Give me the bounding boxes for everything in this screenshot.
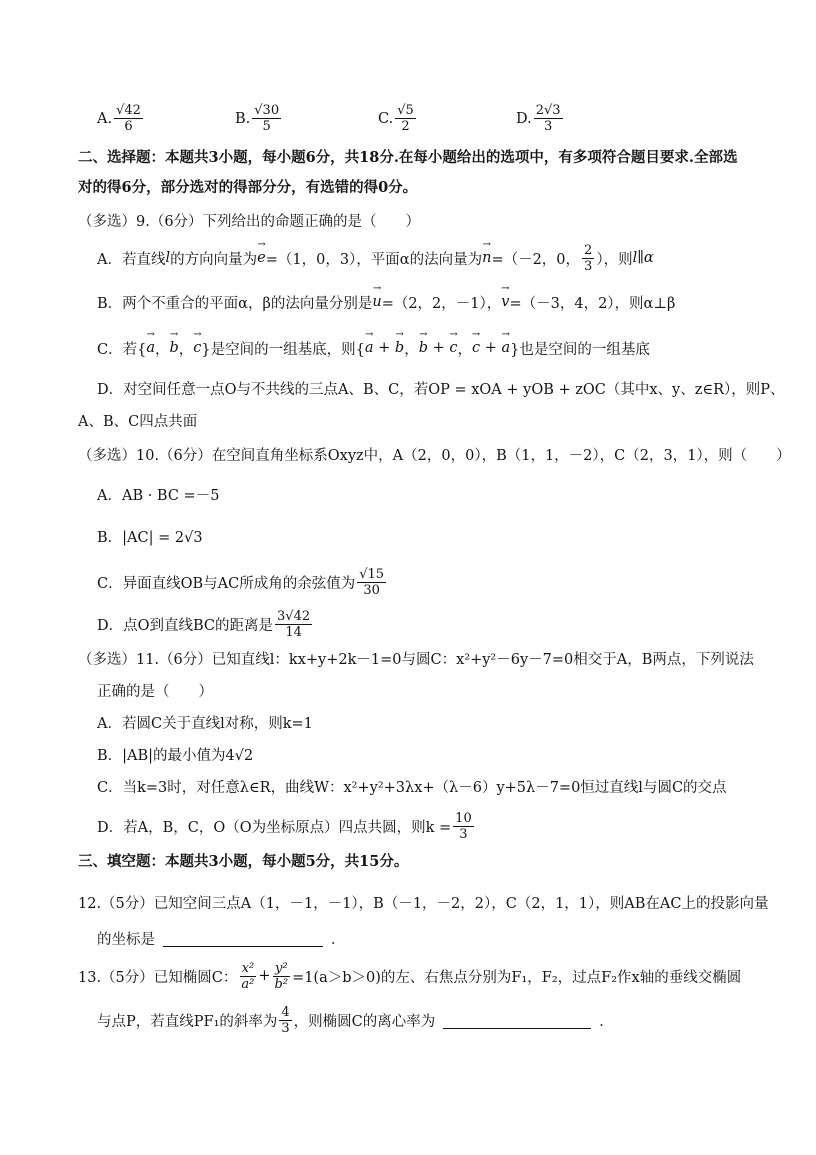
q10-c-pre: C．异面直线OB与AC所成角的余弦值为 — [97, 575, 356, 592]
q10-c-den: 30 — [363, 582, 380, 598]
q10-option-b: B．|AC| = 2√3 — [97, 530, 203, 546]
q8-option-b-label: B. — [235, 110, 251, 127]
q9-a-fraction — [582, 243, 594, 274]
q13-f1-den: a² — [241, 976, 255, 992]
q12-line1: 12.（5分）已知空间三点A（1，－1，－1），B（－1，－2，2），C（2，1，1），则AB在AC上的投影向量 — [78, 896, 769, 912]
q9-a-conclusion: l∥α — [632, 250, 654, 266]
q9-a-vector-e: → e — [257, 250, 266, 266]
q11-option-b: B．|AB|的最小值为4√2 — [97, 748, 254, 764]
q10-c-fraction — [357, 567, 386, 598]
q8-option-a-fraction — [114, 103, 143, 134]
q10-d-fraction — [275, 609, 312, 640]
q8-option-c-label: C. — [378, 110, 394, 127]
q13-slope-num: 4 — [281, 1004, 290, 1020]
q13-pre: 13.（5分）已知椭圆C： — [78, 969, 238, 986]
q9-a-pre: A．若直线 — [97, 251, 166, 268]
q9-b-mid: =（2，2，－1）， — [381, 295, 502, 312]
q11-stem-line1: （多选）11.（6分）已知直线l：kx+y+2k－1=0与圆C：x²+y²－6y－7=0相交于A，B两点，下列说法 — [78, 652, 754, 668]
q9-c-end: }也是空间的一组基底 — [510, 341, 650, 358]
q8-option-c — [378, 103, 418, 134]
q10-d-pre: D．点O到直线BC的距离是 — [97, 617, 274, 634]
q13-line2 — [97, 1002, 614, 1038]
q8-option-c-fraction — [395, 103, 416, 134]
q9-a-vector-n: → n — [482, 250, 491, 266]
q11-option-a: A．若圆C关于直线l对称，则k=1 — [97, 716, 313, 732]
q13-condition: =1(a＞b＞0)的左、右焦点分别为F₁，F₂，过点F₂作x轴的垂线交椭圆 — [292, 969, 742, 986]
q8-option-d-fraction — [534, 103, 563, 134]
q9-c-sum-a2: → a — [501, 340, 510, 356]
q9-c-sum-b2: → b — [419, 340, 428, 356]
q8-option-b-den: 5 — [262, 119, 271, 134]
q11-d-fraction — [453, 811, 474, 842]
q9-stem: （多选）9.（6分）下列给出的命题正确的是（ ） — [78, 214, 421, 230]
q9-a-mid3: =（－2，0， — [491, 251, 581, 268]
q9-option-d-line1: D．对空间任意一点O与不共线的三点A、B、C，若OP = xOA + yOB + zOC（其中x、y、z∈R），则P、 — [97, 382, 785, 398]
q13-plus: + — [258, 968, 271, 984]
q9-a-end: ），则 — [596, 251, 633, 268]
q11-option-d — [97, 808, 476, 844]
q9-b-vector-u: → u — [372, 294, 381, 310]
q9-b-pre: B．两个不重合的平面α，β的法向量分别是 — [97, 295, 373, 312]
q13-line2-end: ． — [599, 1013, 614, 1030]
q9-b-end: =（－3，4，2），则α⊥β — [509, 295, 676, 312]
q12-line2 — [97, 928, 346, 948]
q13-f1-num: x² — [241, 960, 255, 976]
q10-option-d — [97, 606, 314, 642]
q9-c-vector-b: → b — [169, 340, 178, 356]
q12-line2-pre: 的坐标是 — [97, 931, 155, 948]
q11-d-num: 10 — [455, 810, 472, 826]
q9-a-frac-den: 3 — [584, 258, 593, 274]
q10-stem: （多选）10.（6分）在空间直角坐标系Oxyz中，A（2，0，0），B（1，1，－2），C（2，3，1），则（ ） — [78, 448, 791, 464]
q8-option-c-den: 2 — [401, 119, 410, 134]
q13-f2-den: b² — [274, 976, 289, 992]
q9-a-mid1: 的方向向量为 — [170, 251, 258, 268]
q13-line2-pre: 与点P，若直线PF₁的斜率为 — [97, 1013, 278, 1030]
q13-answer-blank[interactable] — [443, 1012, 591, 1029]
q13-line1 — [78, 958, 741, 994]
q10-d-den: 14 — [285, 624, 302, 640]
q9-c-sum-c: → c — [449, 340, 457, 356]
q12-line2-end: ． — [331, 931, 346, 948]
q9-c-sum-c2: → c — [472, 340, 480, 356]
q9-c-sum-a: → a — [365, 340, 374, 356]
section2-heading-line2: 对的得6分，部分选对的得部分分，有选错的得0分。 — [78, 179, 418, 196]
q11-option-c: C．当k=3时，对任意λ∈R，曲线W：x²+y²+3λx+（λ－6）y+5λ－7=0恒过直线l与圆C的交点 — [97, 780, 727, 796]
q9-option-a — [97, 242, 654, 274]
q9-c-mid: }是空间的一组基底，则{ — [201, 341, 365, 358]
q9-a-mid2: =（1，0，3），平面α的法向量为 — [265, 251, 483, 268]
q8-option-d-num: 2√3 — [535, 103, 561, 118]
q10-option-c — [97, 564, 388, 600]
q13-fraction-x — [239, 961, 256, 992]
q13-slope-fraction — [279, 1005, 291, 1036]
q13-f2-num: y² — [275, 960, 288, 976]
q9-option-d-line2: A、B、C四点共面 — [78, 414, 198, 430]
q10-d-num: 3√42 — [277, 608, 311, 624]
q8-option-c-num: √5 — [397, 103, 414, 118]
q11-d-den: 3 — [459, 826, 468, 842]
q8-option-b — [235, 103, 283, 134]
q13-slope-den: 3 — [281, 1020, 290, 1036]
q12-answer-blank[interactable] — [163, 930, 323, 947]
q8-option-d-den: 3 — [543, 119, 553, 134]
q9-b-vector-v: → v — [501, 294, 509, 310]
q9-a-l: l — [165, 250, 171, 266]
q9-c-pre: C．若{ — [97, 341, 147, 358]
q8-option-a-label: A. — [97, 110, 113, 127]
q10-option-a: A．AB · BC =－5 — [97, 488, 220, 504]
q9-option-b — [97, 290, 675, 314]
q9-c-vector-a: → a — [146, 340, 155, 356]
q11-stem-line2: 正确的是（ ） — [97, 684, 213, 700]
q8-option-d-label: D. — [516, 110, 532, 127]
q8-option-a-num: √42 — [116, 103, 141, 118]
q9-a-frac-num: 2 — [584, 242, 593, 258]
q8-option-a-den: 6 — [124, 119, 133, 134]
q8-option-d — [516, 103, 565, 134]
q8-option-b-num: √30 — [254, 103, 280, 118]
q8-option-a — [97, 103, 145, 134]
q10-c-num: √15 — [359, 566, 385, 582]
q9-c-sum-b: → b — [395, 340, 404, 356]
section3-heading: 三、填空题：本题共3小题，每小题5分，共15分。 — [78, 853, 409, 870]
q11-d-pre: D．若A，B，C，O（O为坐标原点）四点共圆，则k = — [97, 819, 452, 836]
q13-fraction-y — [273, 961, 291, 992]
q8-option-b-fraction — [252, 103, 281, 134]
q9-c-vector-c: → c — [193, 340, 201, 356]
q9-option-c: C．若{ → a ， → b ， → c }是空间的一组基底，则{ → a + → b ， → b + → c ， → c + → a }也是空间的一组基底 — [97, 336, 650, 360]
section2-heading-line1: 二、选择题：本题共3小题，每小题6分，共18分.在每小题给出的选项中，有多项符合题目要求.全部选 — [78, 149, 738, 166]
q13-line2-mid: ，则椭圆C的离心率为 — [293, 1013, 436, 1030]
